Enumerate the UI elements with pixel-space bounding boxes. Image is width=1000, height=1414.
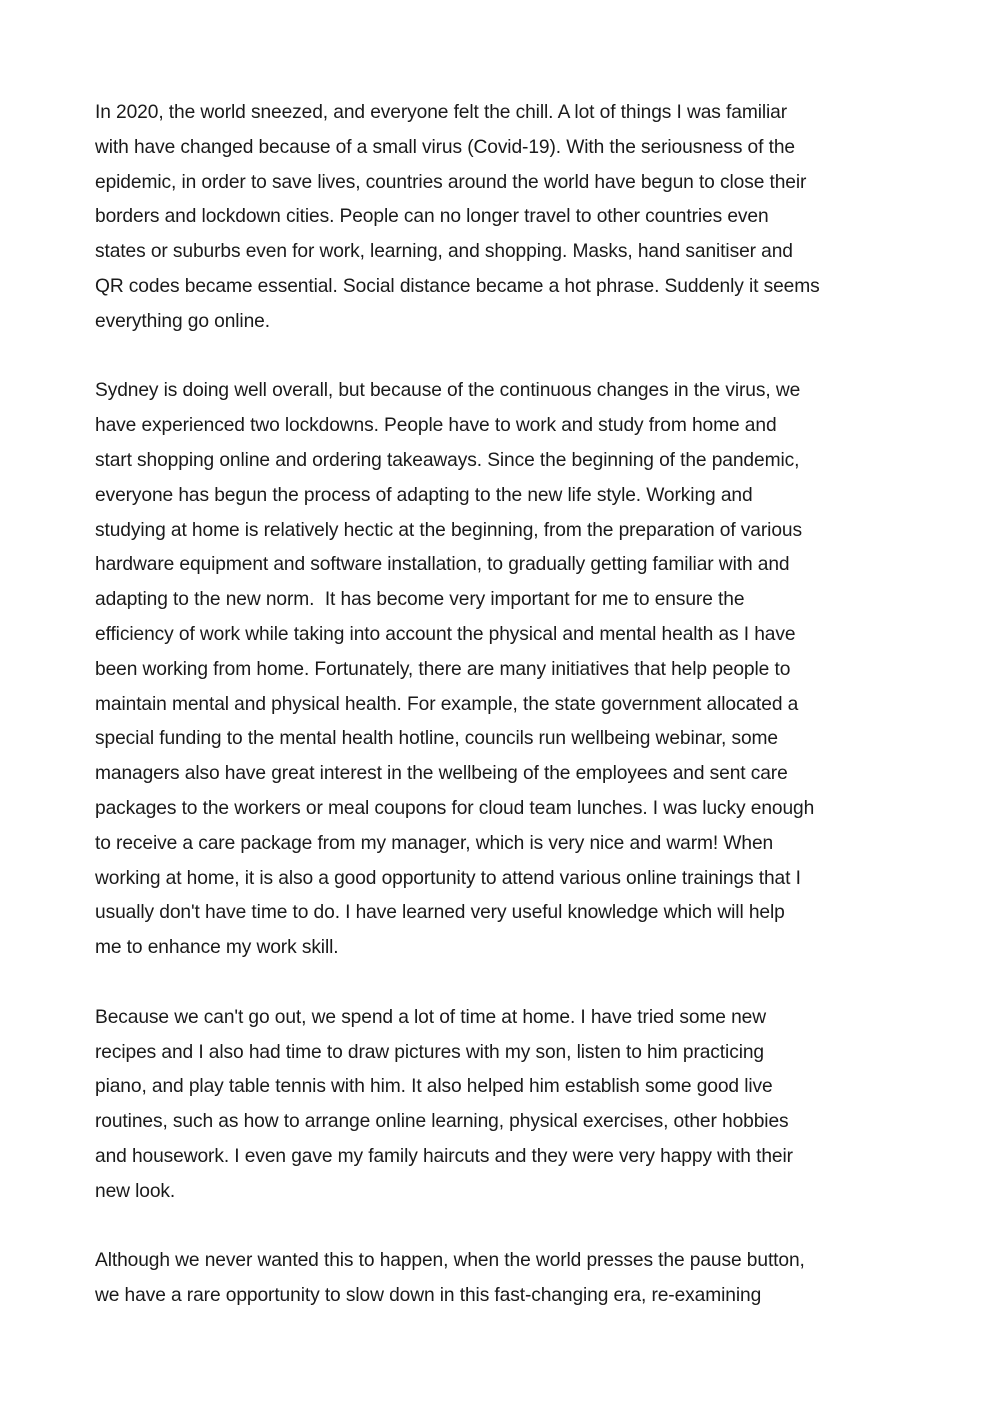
text-line: new look.	[95, 1180, 176, 1202]
paragraph-3	[95, 1001, 910, 1210]
text-line: start shopping online and ordering takeaways. Since the beginning of the pandemic,	[95, 449, 800, 471]
text-line: usually don't have time to do. I have learned very useful knowledge which will help	[95, 902, 785, 924]
text-line: Sydney is doing well overall, but because of the continuous changes in the virus, we	[95, 380, 801, 402]
text-line: In 2020, the world sneezed, and everyone felt the chill. A lot of things I was familiar	[95, 102, 788, 123]
text-line: states or suburbs even for work, learning, and shopping. Masks, hand sanitiser and	[95, 241, 793, 263]
text-line: have experienced two lockdowns. People have to work and study from home and	[95, 415, 777, 437]
text-line: to receive a care package from my manager, which is very nice and warm! When	[95, 832, 774, 854]
text-line: we have a rare opportunity to slow down in this fast-changing era, re-examining	[95, 1285, 762, 1307]
text-line: everything go online.	[95, 310, 270, 332]
text-line: Because we can't go out, we spend a lot of time at home. I have tried some new	[95, 1006, 767, 1028]
body-text	[95, 96, 910, 1349]
text-line: QR codes became essential. Social distance became a hot phrase. Suddenly it seems	[95, 275, 820, 297]
text-line: everyone has begun the process of adapting to the new life style. Working and	[95, 484, 753, 506]
text-line: piano, and play table tennis with him. It also helped him establish some good live	[95, 1076, 773, 1098]
text-line: managers also have great interest in the wellbeing of the employees and sent care	[95, 763, 788, 785]
text-line: borders and lockdown cities. People can no longer travel to other countries even	[95, 206, 769, 228]
paragraph-1	[95, 96, 910, 340]
text-line: routines, such as how to arrange online learning, physical exercises, other hobbies	[95, 1111, 789, 1133]
text-line: adapting to the new norm. It has become very important for me to ensure the	[95, 589, 745, 611]
text-line: special funding to the mental health hotline, councils run wellbeing webinar, some	[95, 728, 778, 750]
text-line: and housework. I even gave my family haircuts and they were very happy with their	[95, 1145, 793, 1167]
text-line: hardware equipment and software installation, to gradually getting familiar with and	[95, 554, 790, 576]
text-line: maintain mental and physical health. For example, the state government allocated a	[95, 693, 799, 715]
text-line: me to enhance my work skill.	[95, 937, 339, 959]
text-line: with have changed because of a small virus (Covid-19). With the seriousness of the	[95, 136, 795, 158]
text-line: Although we never wanted this to happen, when the world presses the pause button,	[95, 1250, 805, 1272]
text-line: recipes and I also had time to draw pictures with my son, listen to him practicing	[95, 1041, 764, 1063]
text-line: epidemic, in order to save lives, countries around the world have begun to close their	[95, 171, 807, 193]
paragraph-4	[95, 1244, 910, 1314]
text-line: been working from home. Fortunately, there are many initiatives that help people to	[95, 658, 791, 680]
text-line: packages to the workers or meal coupons for cloud team lunches. I was lucky enough	[95, 797, 815, 819]
text-line: studying at home is relatively hectic at the beginning, from the preparation of various	[95, 519, 802, 541]
text-line: efficiency of work while taking into account the physical and mental health as I have	[95, 623, 796, 645]
text-line: working at home, it is also a good opportunity to attend various online trainings that I	[95, 867, 801, 889]
paragraph-2	[95, 374, 910, 966]
